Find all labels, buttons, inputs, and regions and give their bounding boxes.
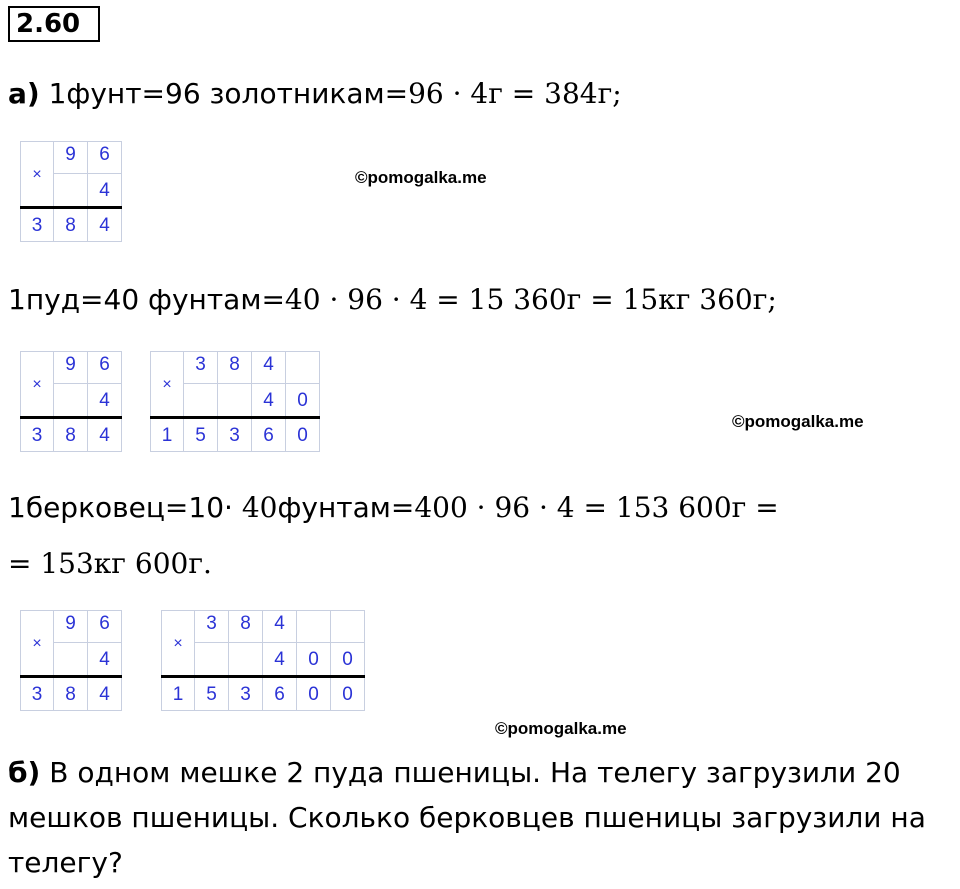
part-a-label: а) xyxy=(8,77,40,110)
part-a-line-4: = 153кг 600г. xyxy=(8,547,212,580)
digit: 0 xyxy=(331,643,365,676)
digit: 4 xyxy=(252,351,286,384)
digit xyxy=(286,351,320,384)
digit xyxy=(331,610,365,643)
digit: 8 xyxy=(229,610,263,643)
digit: 0 xyxy=(286,384,320,417)
digit: 4 xyxy=(252,384,286,417)
digit xyxy=(54,384,88,417)
part-a-line-3 xyxy=(8,490,779,526)
digit: 8 xyxy=(54,209,88,242)
line-1-text: 1фунт=96 золотникам= xyxy=(48,77,409,110)
digit: 4 xyxy=(263,643,297,676)
digit: 9 xyxy=(54,351,88,384)
digit: 0 xyxy=(286,419,320,452)
watermark: ©pomogalka.me xyxy=(732,412,864,431)
line-1-math: 96 · 4г = 384г; xyxy=(408,77,622,110)
digit: 9 xyxy=(54,610,88,643)
digit: 0 xyxy=(297,678,331,711)
part-a-line-2 xyxy=(8,282,777,318)
line-3-math-1: 40 xyxy=(241,491,278,524)
digit xyxy=(54,174,88,207)
digit: 4 xyxy=(88,419,122,452)
multiply-sign: × xyxy=(161,610,195,676)
digit: 4 xyxy=(88,384,122,417)
digit: 5 xyxy=(195,678,229,711)
line-2-text: 1пуд=40 фунтам= xyxy=(8,283,285,316)
line-3-text: 1берковец=10· xyxy=(8,491,242,524)
digit: 4 xyxy=(88,678,122,711)
digit: 4 xyxy=(88,643,122,676)
part-b-line-2: мешков пшеницы. Сколько берковцев пшеницы загрузили на xyxy=(8,801,926,834)
digit: 6 xyxy=(263,678,297,711)
digit: 1 xyxy=(161,678,195,711)
part-b-label: б) xyxy=(8,756,41,789)
digit: 3 xyxy=(195,610,229,643)
digit xyxy=(218,384,252,417)
digit xyxy=(297,610,331,643)
digit: 3 xyxy=(20,209,54,242)
part-a-line-1 xyxy=(8,76,622,112)
multiply-sign: × xyxy=(20,610,54,676)
digit: 3 xyxy=(20,678,54,711)
digit: 3 xyxy=(218,419,252,452)
digit: 4 xyxy=(88,174,122,207)
digit: 5 xyxy=(184,419,218,452)
line-3-text-2: фунтам= xyxy=(277,491,415,524)
digit xyxy=(184,384,218,417)
digit: 3 xyxy=(184,351,218,384)
line-2-math: 40 · 96 · 4 = 15 360г = 15кг 360г; xyxy=(284,283,777,316)
digit: 0 xyxy=(331,678,365,711)
part-b-line-1 xyxy=(8,755,901,791)
watermark: ©pomogalka.me xyxy=(355,168,487,187)
digit: 3 xyxy=(20,419,54,452)
digit: 3 xyxy=(229,678,263,711)
digit: 4 xyxy=(263,610,297,643)
digit xyxy=(229,643,263,676)
line-3-math-2: 400 · 96 · 4 = 153 600г = xyxy=(414,491,779,524)
digit: 8 xyxy=(54,419,88,452)
digit: 8 xyxy=(218,351,252,384)
watermark: ©pomogalka.me xyxy=(495,719,627,738)
multiply-sign: × xyxy=(20,351,54,417)
part-b-text-1: В одном мешке 2 пуда пшеницы. На телегу загрузили 20 xyxy=(49,756,901,789)
multiply-sign: × xyxy=(20,141,54,207)
digit xyxy=(54,643,88,676)
digit: 8 xyxy=(54,678,88,711)
part-b-line-3: телегу? xyxy=(8,846,123,879)
digit: 4 xyxy=(88,209,122,242)
task-number: 2.60 xyxy=(8,6,100,42)
multiply-sign: × xyxy=(150,351,184,417)
digit: 6 xyxy=(88,351,122,384)
digit: 6 xyxy=(88,610,122,643)
digit xyxy=(195,643,229,676)
digit: 6 xyxy=(252,419,286,452)
digit: 9 xyxy=(54,141,88,174)
digit: 1 xyxy=(150,419,184,452)
digit: 6 xyxy=(88,141,122,174)
digit: 0 xyxy=(297,643,331,676)
